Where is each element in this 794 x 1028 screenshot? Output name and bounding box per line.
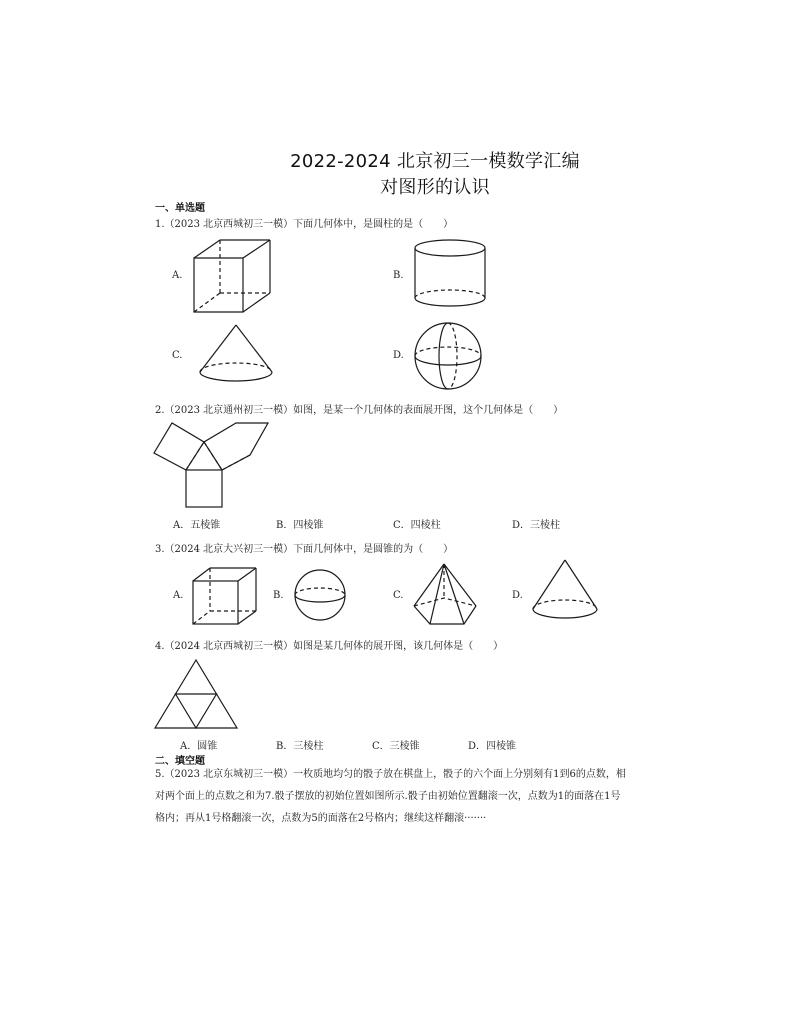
triangle-net-icon [152,657,242,733]
question-1-stem: 1.（2023 北京西城初三一模）下面几何体中，是圆柱的是（ ） [155,219,454,230]
net-icon [150,418,275,510]
cuboid-icon [190,238,280,316]
sphere-icon [292,567,350,625]
question-3-option-c-label: C. [393,590,404,601]
pyramid-icon [410,562,482,630]
question-2-option-b: B．四棱锥 [276,520,324,531]
question-4-option-b: B．三棱柱 [276,741,324,752]
sphere-icon [412,320,486,394]
question-3-stem: 3.（2024 北京大兴初三一模）下面几何体中，是圆锥的为（ ） [155,544,454,555]
question-2-option-d: D．三棱柱 [512,520,561,531]
question-4-option-c: C．三棱锥 [372,741,420,752]
question-3-option-b-label: B. [273,590,284,601]
question-3-option-d-label: D. [512,590,523,601]
question-3-option-a-label: A. [173,590,184,601]
section-heading-fill-blank: 二、填空题 [155,756,205,767]
page-title: 2022-2024 北京初三一模数学汇编 [290,151,580,172]
cone-icon [530,557,606,629]
question-1-option-a-label: A. [172,270,183,281]
question-1-option-d-label: D. [393,350,404,361]
question-5-line-1: 5.（2023 北京东城初三一模）一枚质地均匀的骰子放在棋盘上，骰子的六个面上分别刻有1到6的点数，相 [155,769,626,780]
question-5-line-3: 格内；再从1号格翻滚一次，点数为5的面落在2号格内；继续这样翻滚······· [155,813,487,824]
question-2-stem: 2.（2023 北京通州初三一模）如图，是某一个几何体的表面展开图，这个几何体是（ ） [155,405,564,416]
section-heading-single-choice: 一、单选题 [155,203,205,214]
question-4-stem: 4.（2024 北京西城初三一模）如图是某几何体的展开图，该几何体是（ ） [155,641,504,652]
page-subtitle: 对图形的认识 [380,177,490,198]
question-4-option-d: D．四棱锥 [468,741,517,752]
question-2-option-a: A．五棱锥 [173,520,221,531]
question-2-option-c: C．四棱柱 [393,520,441,531]
question-5-text [155,764,626,830]
question-1-option-c-label: C. [172,350,183,361]
question-5-line-2: 对两个面上的点数之和为7.骰子摆放的初始位置如图所示.骰子由初始位置翻滚一次，点数为1的面落在1号 [155,791,621,802]
cube-icon [190,565,265,627]
cone-icon [196,322,286,388]
cylinder-icon [412,238,492,316]
question-4-option-a: A．圆锥 [180,741,218,752]
question-1-option-b-label: B. [393,270,404,281]
